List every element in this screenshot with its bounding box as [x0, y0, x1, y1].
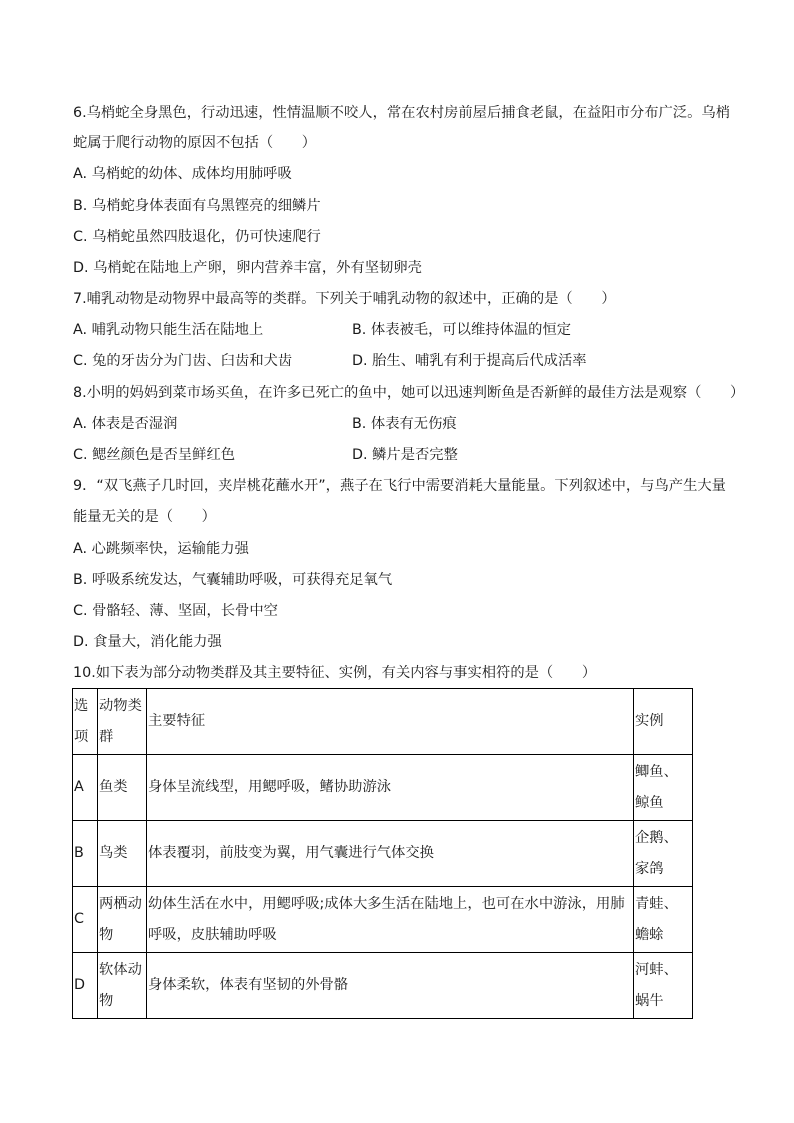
header-option: 选项	[73, 689, 98, 755]
q6-option-b: B. 乌梢蛇身体表面有乌黑铿亮的细鳞片	[73, 198, 321, 214]
q8-option-a: A. 体表是否湿润	[73, 416, 178, 432]
row-a-group: 鱼类	[98, 755, 147, 821]
q6-option-a: A. 乌梢蛇的幼体、成体均用肺呼吸	[73, 166, 292, 182]
row-a-option: A	[73, 755, 98, 821]
row-c-group: 两栖动物	[98, 887, 147, 953]
row-d-group: 软体动物	[98, 953, 147, 1019]
header-examples: 实例	[634, 689, 693, 755]
q6-option-d: D. 乌梢蛇在陆地上产卵，卵内营养丰富，外有坚韧卵壳	[73, 260, 422, 276]
q7-option-d: D. 胎生、哺乳有利于提高后代成活率	[352, 353, 587, 369]
row-a-features: 身体呈流线型，用鳃呼吸，鳍协助游泳	[147, 755, 634, 821]
row-c-features: 幼体生活在水中，用鳃呼吸;成体大多生活在陆地上，也可在水中游泳，用肺呼吸，皮肤辅助呼吸	[147, 887, 634, 953]
q9-option-d: D. 食量大，消化能力强	[73, 634, 222, 650]
q7-option-b: B. 体表被毛，可以维持体温的恒定	[352, 322, 572, 338]
q7-option-c: C. 兔的牙齿分为门齿、臼齿和犬齿	[73, 353, 293, 369]
row-c-examples: 青蛙、蟾蜍	[634, 887, 693, 953]
q9-option-a: A. 心跳频率快，运输能力强	[73, 541, 249, 557]
q6-stem-line1: 6.乌梢蛇全身黑色，行动迅速，性情温顺不咬人，常在农村房前屋后捕食老鼠，在益阳市分布广泛。乌梢	[73, 105, 730, 121]
table-row	[73, 755, 693, 821]
row-b-group: 鸟类	[98, 821, 147, 887]
header-features: 主要特征	[147, 689, 634, 755]
table-row	[73, 821, 693, 887]
row-c-option: C	[73, 887, 98, 953]
q9-stem-line2: 能量无关的是（ ）	[73, 509, 216, 525]
row-d-examples: 河蚌、蜗牛	[634, 953, 693, 1019]
q6-stem-line2: 蛇属于爬行动物的原因不包括（ ）	[73, 135, 317, 151]
q9-option-b: B. 呼吸系统发达，气囊辅助呼吸，可获得充足氧气	[73, 572, 393, 588]
q10-table	[72, 688, 693, 1019]
row-d-option: D	[73, 953, 98, 1019]
q8-stem: 8.小明的妈妈到菜市场买鱼，在许多已死亡的鱼中，她可以迅速判断鱼是否新鲜的最佳方法是观察（ ）	[73, 385, 745, 401]
q9-stem-line1: 9．“双飞燕子几时回，夹岸桃花蘸水开”，燕子在飞行中需要消耗大量能量。下列叙述中，与鸟产生大量	[73, 478, 726, 494]
table-row	[73, 953, 693, 1019]
q7-stem: 7.哺乳动物是动物界中最高等的类群。下列关于哺乳动物的叙述中，正确的是（ ）	[73, 291, 616, 307]
q6-option-c: C. 乌梢蛇虽然四肢退化，仍可快速爬行	[73, 229, 321, 245]
row-b-features: 体表覆羽，前肢变为翼，用气囊进行气体交换	[147, 821, 634, 887]
q9-option-c: C. 骨骼轻、薄、坚固，长骨中空	[73, 603, 278, 619]
table-row	[73, 887, 693, 953]
q8-option-c: C. 鳃丝颜色是否呈鲜红色	[73, 447, 236, 463]
q10-stem: 10.如下表为部分动物类群及其主要特征、实例，有关内容与事实相符的是（ ）	[73, 665, 597, 681]
header-group: 动物类群	[98, 689, 147, 755]
table-header-row	[73, 689, 693, 755]
row-d-features: 身体柔软，体表有坚韧的外骨骼	[147, 953, 634, 1019]
q8-option-d: D. 鳞片是否完整	[352, 447, 458, 463]
row-b-examples: 企鹅、家鸽	[634, 821, 693, 887]
q7-option-a: A. 哺乳动物只能生活在陆地上	[73, 322, 264, 338]
q8-option-b: B. 体表有无伤痕	[352, 416, 457, 432]
row-b-option: B	[73, 821, 98, 887]
row-a-examples: 鲫鱼、鲸鱼	[634, 755, 693, 821]
